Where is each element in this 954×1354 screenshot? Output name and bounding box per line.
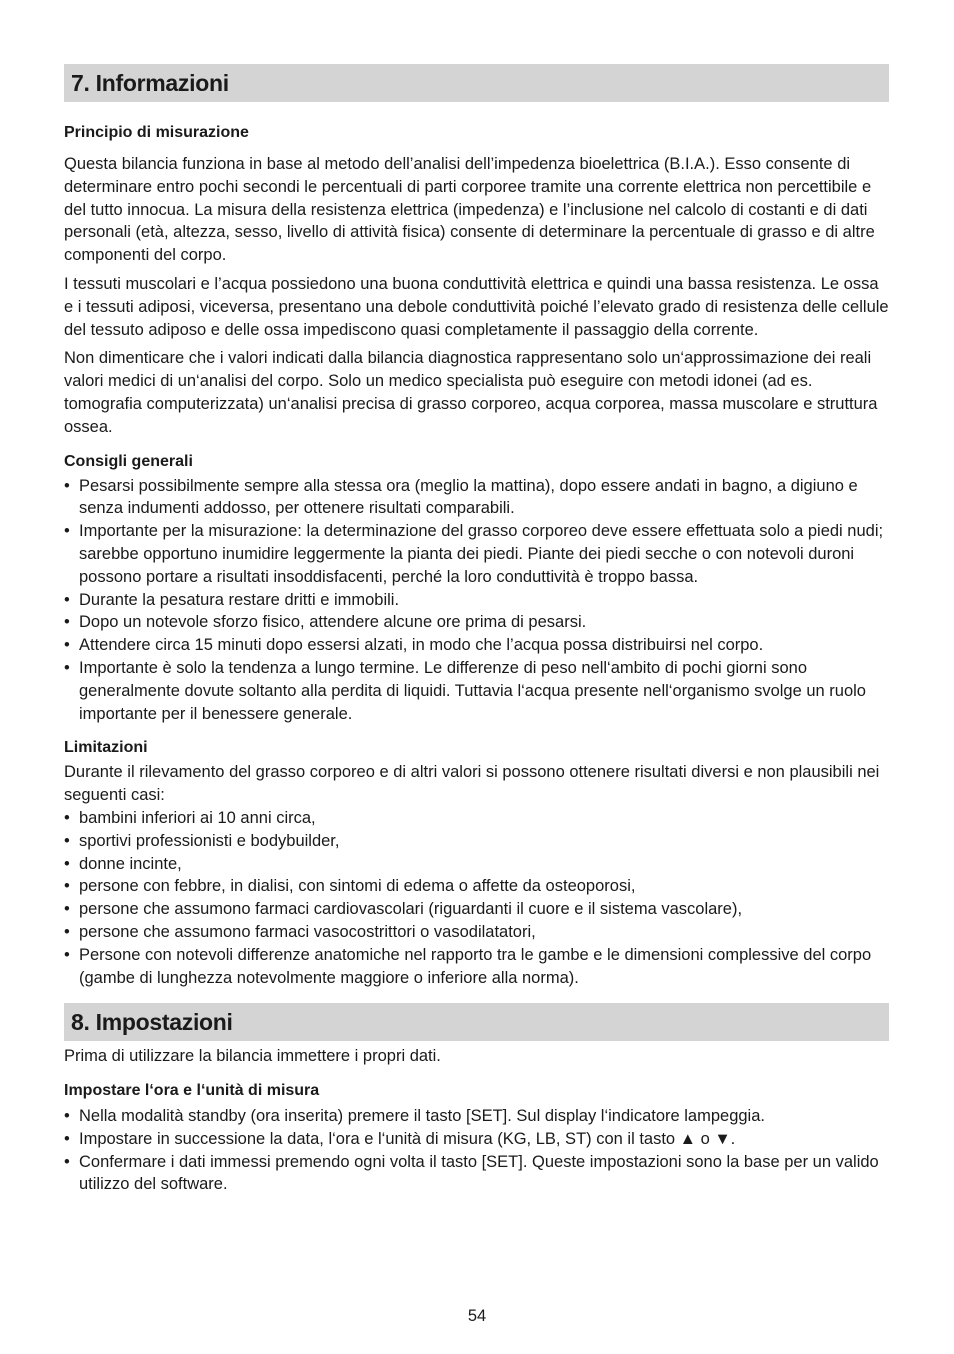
list-item: • Dopo un notevole sforzo fisico, attendere alcune ore prima di pesarsi.	[64, 611, 889, 634]
list-item: • persone che assumono farmaci cardiovascolari (riguardanti il cuore e il sistema vascolare),	[64, 898, 889, 921]
list-item: • Impostare in successione la data, l‘ora e l‘unità di misura (KG, LB, ST) con il tasto ▲ o ▼.	[64, 1128, 889, 1151]
paragraph-intro-impostazioni: Prima di utilizzare la bilancia immettere i propri dati.	[64, 1047, 441, 1066]
list-item: • Persone con notevoli differenze anatomiche nel rapporto tra le gambe e le dimensioni complessive del corpo (gambe di lunghezza notevolmente maggiore o inferiore alla norma).	[64, 944, 889, 990]
subheading-consigli: Consigli generali	[64, 452, 193, 470]
section-title-informazioni: 7. Informazioni	[64, 64, 889, 102]
list-item: • donne incinte,	[64, 853, 889, 876]
subheading-principio: Principio di misurazione	[64, 124, 249, 141]
paragraph-conduttivita: I tessuti muscolari e l’acqua possiedono una buona conduttività elettrica e quindi una bassa resistenza. Le ossa e i tessuti adiposi, viceversa, presentano una debole conduttività poiché l’elevato grado di resistenza delle cellule del tessuto adiposo e delle ossa impediscono quasi completamente il passaggio della corrente.	[64, 274, 889, 339]
paragraph-approssimazione: Non dimenticare che i valori indicati dalla bilancia diagnostica rappresentano solo un‘approssimazione dei reali valori medici di un‘analisi del corpo. Solo un medico specialista può eseguire con metodi idonei (ad es. tomografia computerizzata) un‘analisi precisa di grasso corporeo, acqua corporea, massa muscolare e struttura ossea.	[64, 349, 878, 436]
paragraph-limitazioni: Durante il rilevamento del grasso corporeo e di altri valori si possono ottenere risultati diversi e non plausibili nei seguenti casi:	[64, 763, 880, 805]
list-item: • Confermare i dati immessi premendo ogni volta il tasto [SET]. Queste impostazioni sono la base per un valido utilizzo del software.	[64, 1151, 889, 1197]
subheading-ora-unita: Impostare l‘ora e l‘unità di misura	[64, 1082, 320, 1100]
list-item: • Importante per la misurazione: la determinazione del grasso corporeo deve essere effettuata solo a piedi nudi; sarebbe opportuno inumidire leggermente la pianta dei piedi. Piante dei piedi secche o con notevoli duroni possono portare a risultati insoddisfacenti, perché la loro conduttività è troppo bassa.	[64, 520, 889, 588]
subheading-limitazioni: Limitazioni	[64, 739, 148, 757]
paragraph-bia: Questa bilancia funziona in base al metodo dell’analisi dell’impedenza bioelettrica (B.I.A.). Esso consente di determinare entro pochi secondi le percentuali di parti corporee tramite una corrente elettrica non percettibile e del tutto innocua. La misura della resistenza elettrica (impedenza) e l’inclusione nel calcolo di costanti e di dati personali (età, altezza, sesso, livello di attività fisica) consente di determinare la percentuale di grasso e di altre componenti del corpo.	[64, 155, 875, 265]
list-item: • Pesarsi possibilmente sempre alla stessa ora (meglio la mattina), dopo essere andati in bagno, a digiuno e senza indumenti addosso, per ottenere risultati comparabili.	[64, 475, 889, 521]
list-item: • persone con febbre, in dialisi, con sintomi di edema o affette da osteoporosi,	[64, 875, 889, 898]
list-item: • bambini inferiori ai 10 anni circa,	[64, 807, 889, 830]
list-item: • Importante è solo la tendenza a lungo termine. Le differenze di peso nell‘ambito di pochi giorni sono generalmente dovute soltanto alla perdita di liquidi. Tuttavia l‘acqua presente nell‘organismo svolge un ruolo importante per il benessere generale.	[64, 657, 889, 725]
list-item: • Nella modalità standby (ora inserita) premere il tasto [SET]. Sul display l‘indicatore lampeggia.	[64, 1105, 889, 1128]
section-title-impostazioni: 8. Impostazioni	[64, 1003, 889, 1041]
list-limitazioni	[64, 807, 889, 989]
page-number: 54	[467, 1307, 487, 1325]
list-item: • sportivi professionisti e bodybuilder,	[64, 830, 889, 853]
list-impostazioni	[64, 1105, 889, 1196]
list-item: • persone che assumono farmaci vasocostrittori o vasodilatatori,	[64, 921, 889, 944]
page-content	[64, 64, 889, 1196]
list-consigli	[64, 475, 889, 726]
list-item: • Attendere circa 15 minuti dopo essersi alzati, in modo che l’acqua possa distribuirsi nel corpo.	[64, 634, 889, 657]
list-item: • Durante la pesatura restare dritti e immobili.	[64, 589, 889, 612]
